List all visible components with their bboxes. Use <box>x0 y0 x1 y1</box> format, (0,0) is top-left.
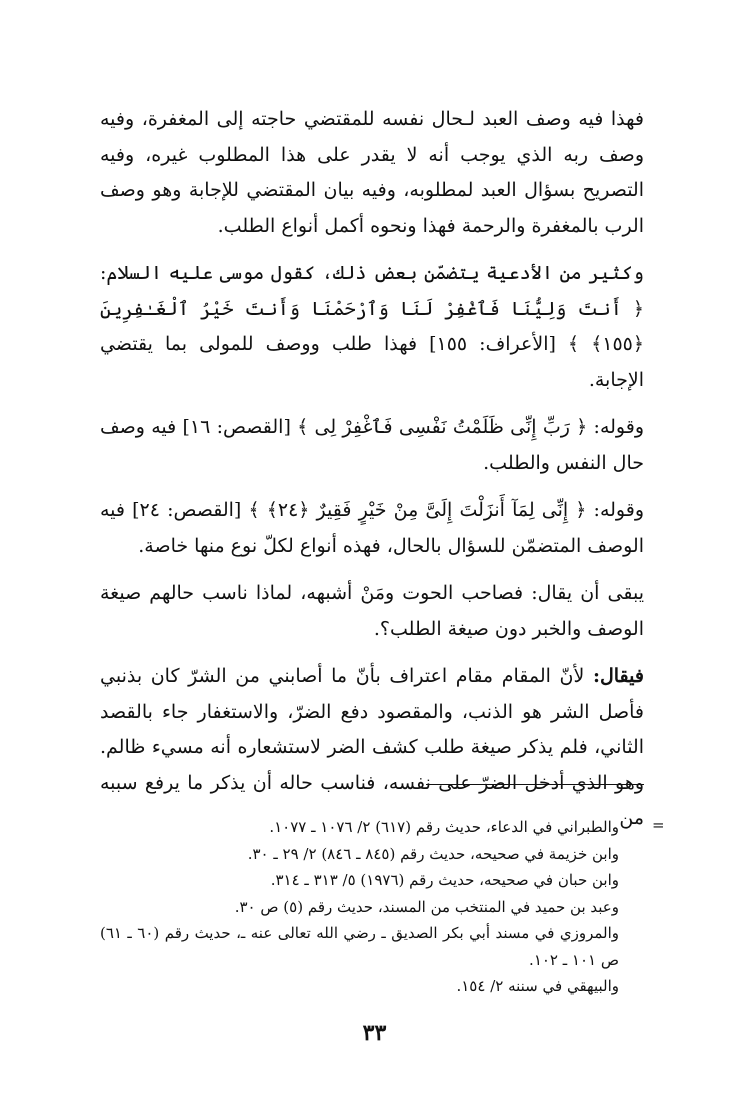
footnote-line-1: والطبراني في الدعاء، حديث رقم (٦١٧) ٢/ ١٠٧٦ ـ ١٠٧٧. <box>269 818 619 836</box>
footnote-line-2: وابن خزيمة في صحيحه، حديث رقم (٨٤٥ ـ ٨٤٦) ٢/ ٢٩ ـ ٣٠. <box>247 844 619 863</box>
footnote-continuation-mark: = <box>652 816 665 834</box>
footnote-separator <box>426 784 644 785</box>
footnote-line-3: وابن حبان في صحيحه، حديث رقم (١٩٧٦) ٥/ ٣١٣ ـ ٣١٤. <box>270 871 619 889</box>
paragraph-1: فهذا فيه وصف العبد لـحال نفسه للمقتضي حاجته إلى المغفرة، وفيه وصف ربه الذي يوجب أنه لا يقدر على هذا المطلوب غيره، وفيه التصريح بسؤال العبد لمطلوبه، وفيه بيان المقتضي للإجابة وهو وصف الرب بالمغفرة والرحمة فهذا ونحوه أكمل أنواع الطلب. <box>100 108 644 237</box>
paragraph-3: وقوله: ﴿ رَبِّ إِنِّى ظَلَمْتُ نَفْسِى فَٱغْفِرْ لِى ﴾ [القصص: ١٦] فيه وصف حال النفس والطلب. <box>100 416 644 474</box>
paragraph-2: وكثير من الأدعية يتضمّن بعض ذلك، كقول موسى عليه السلام: ﴿ أَنتَ وَلِيُّنَا فَٱغْفِرْ لَنَا وَٱرْحَمْنَا وَأَنتَ خَيْرُ ٱلْغَـٰفِرِينَ ﴿١٥٥﴾ ﴾ [الأعراف: ١٥٥] فهذا طلب ووصف للمولى بما يقتضي الإجابة. <box>100 262 645 391</box>
main-text <box>100 102 644 849</box>
footnote-line-6: والبيهقي في سننه ٢/ ١٥٤. <box>456 977 619 995</box>
footnote-line-4: وعبد بن حميد في المنتخب من المسند، حديث رقم (٥) ص ٣٠. <box>234 897 619 916</box>
paragraph-5: يبقى أن يقال: فصاحب الحوت ومَنْ أشبهه، لماذا ناسب حالهم صيغة الوصف والخبر دون صيغة الطلب؟. <box>100 582 644 640</box>
paragraph-6-lead: فيقال: <box>592 665 644 687</box>
paragraph-6-text: لأنّ المقام مقام اعتراف بأنّ ما أصابني من الشرّ كان بذنبي فأصل الشر هو الذنب، والمقصود دفع الضرّ، والاستغفار جاء بالقصد الثاني، فلم يذكر صيغة طلب كشف الضر لاستشعاره أنه مسيء ظالم. وهو الذي أدخل الضرّ على نفسه، فناسب حاله أن يذكر ما يرفع سببه من <box>100 665 644 829</box>
paragraph-4: وقوله: ﴿ إِنِّى لِمَآ أَنزَلْتَ إِلَىَّ مِنْ خَيْرٍ فَقِيرٌ ﴿٢٤﴾ ﴾ [القصص: ٢٤] فيه الوصف المتضمّن للسؤال بالحال، فهذه أنواع لكلّ نوع منها خاصة. <box>100 499 644 557</box>
footnotes <box>100 814 619 1000</box>
page-number: ٣٣ <box>362 1020 387 1046</box>
paragraph-6 <box>100 659 644 837</box>
footnote-line-5: والمروزي في مسند أبي بكر الصديق ـ رضي الله تعالى عنه ـ، حديث رقم (٦٠ ـ ٦١) ص ١٠١ ـ ١٠٢. <box>100 924 620 969</box>
